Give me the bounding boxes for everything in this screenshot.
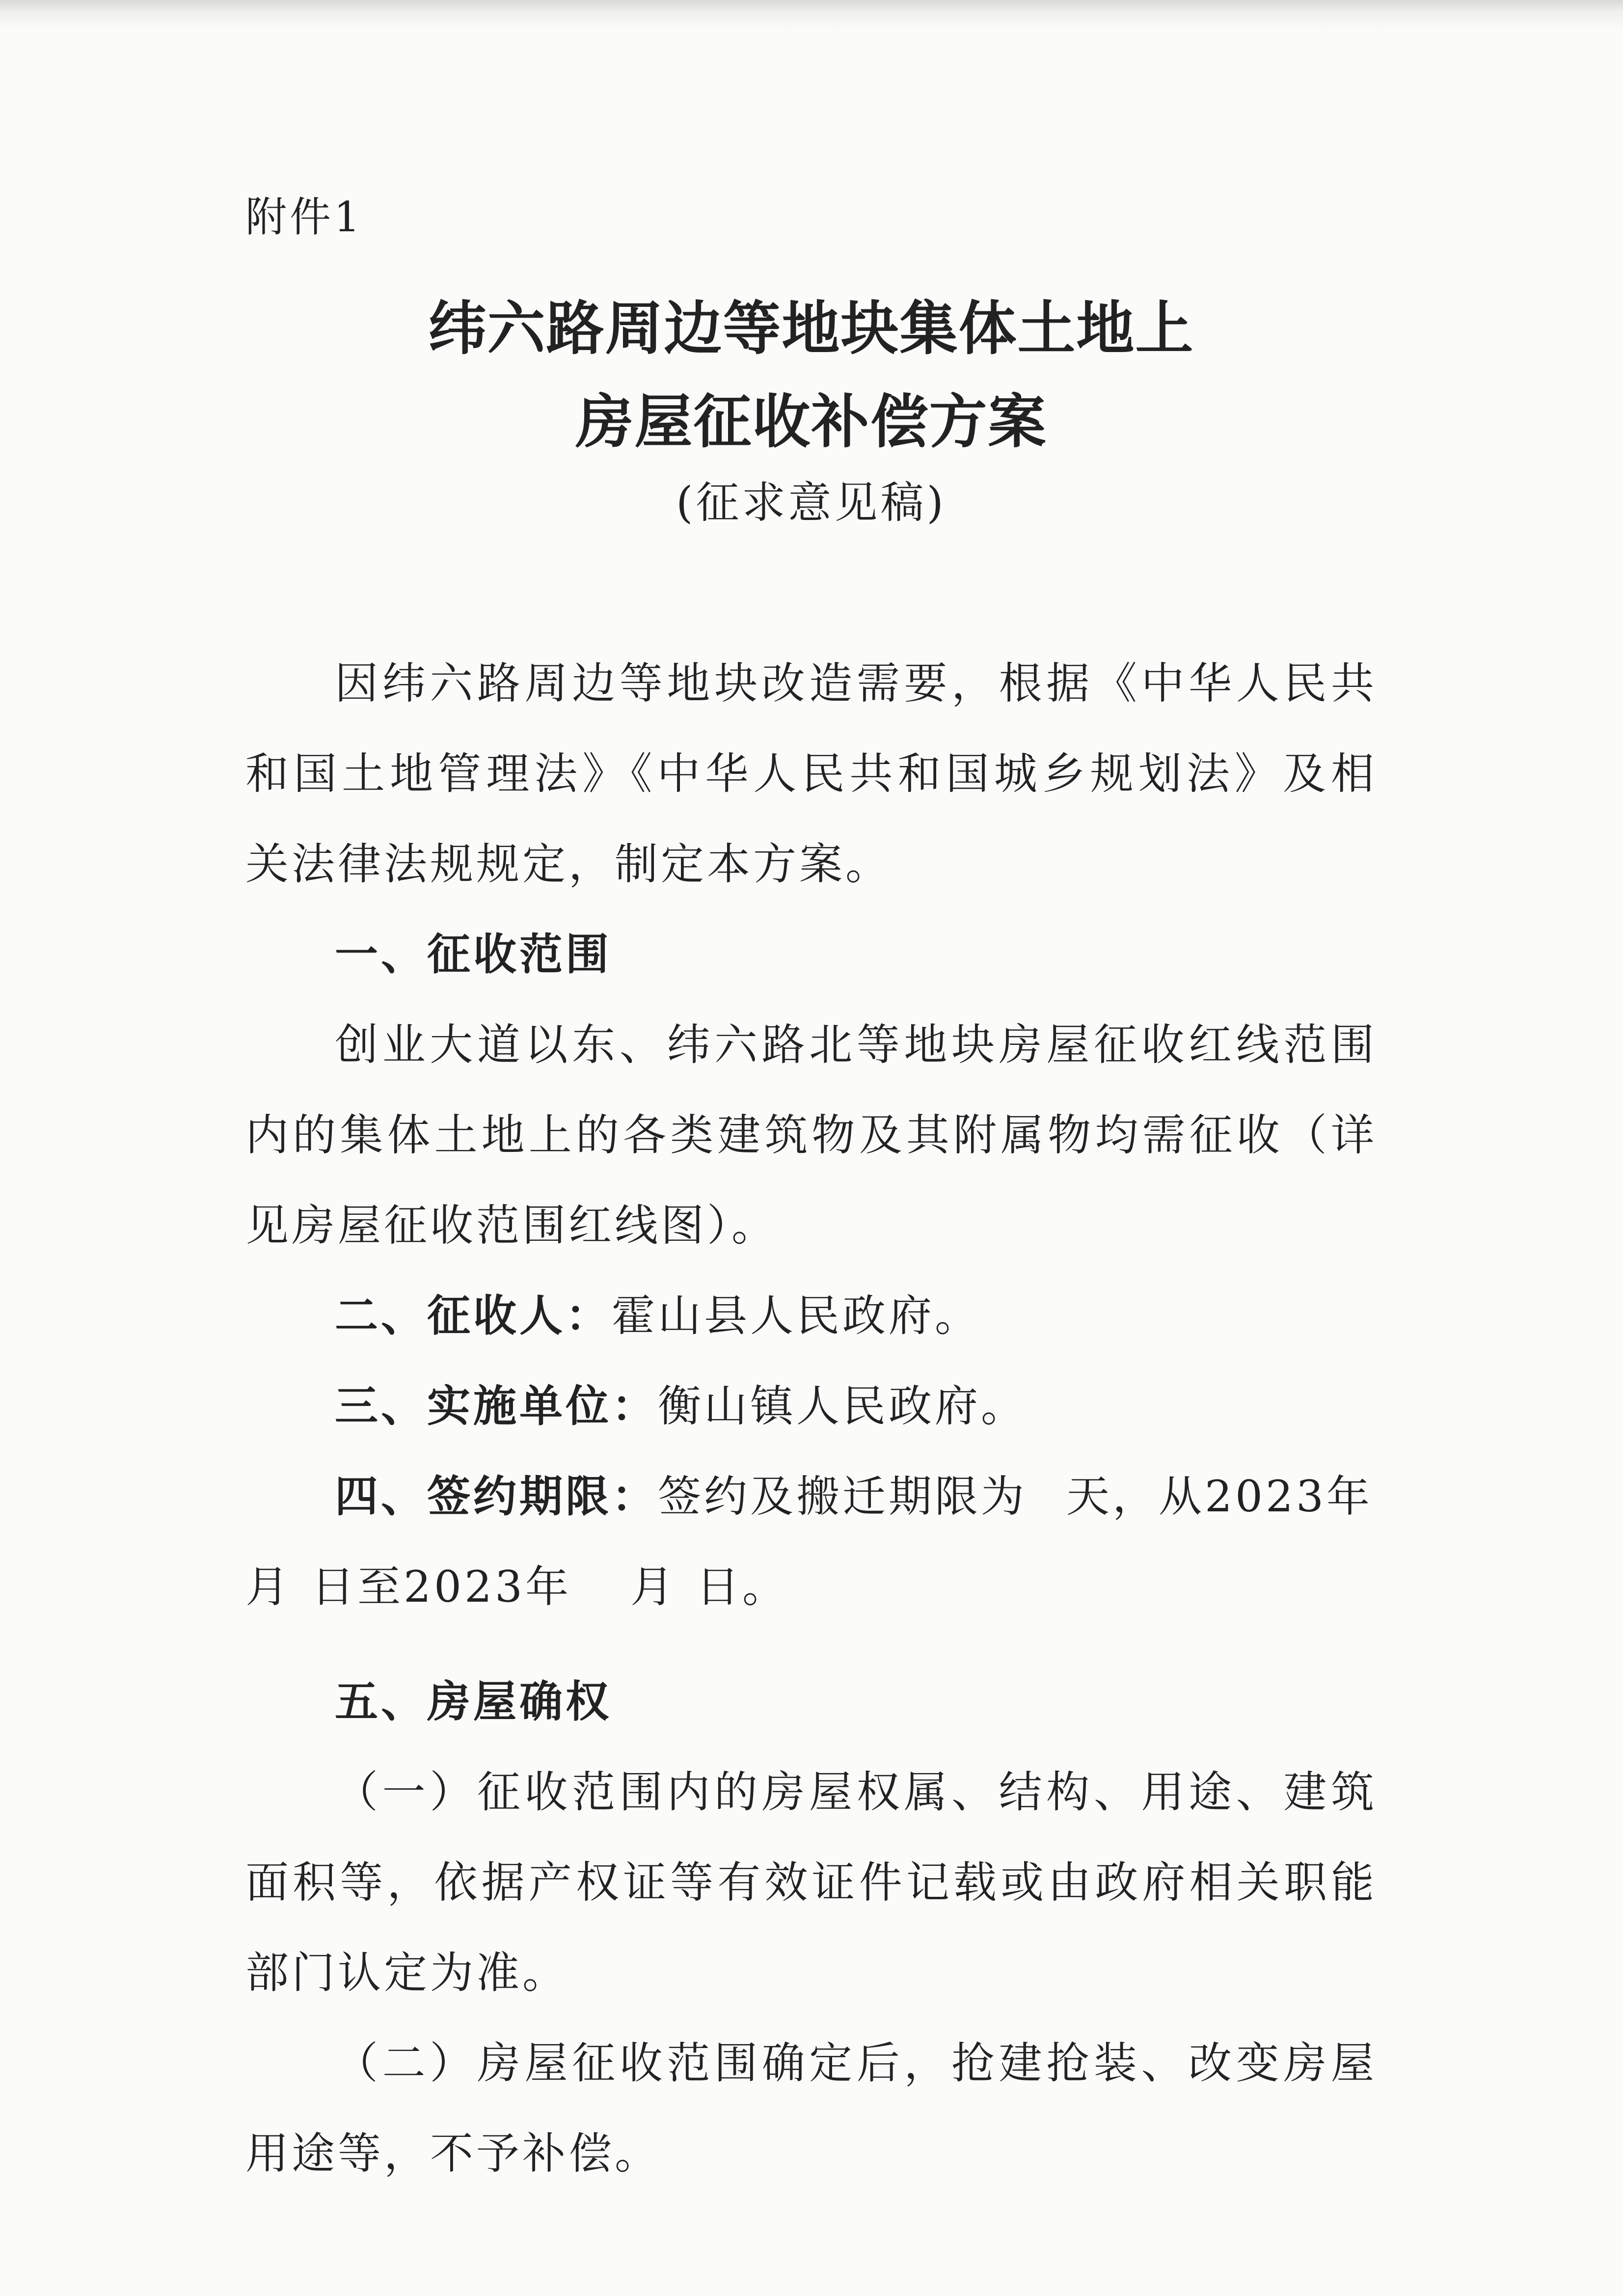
document-title-line1: 纬六路周边等地块集体土地上	[428, 295, 1194, 362]
section3-body: 衡山镇人民政府。	[658, 1381, 1028, 1431]
section1-body: 创业大道以东、纬六路北等地块房屋征收红线范围内的集体土地上的各类建筑物及其附属物均需征收（详见房屋征收范围红线图）。	[245, 1019, 1377, 1251]
section4-body-part1: 签约及搬迁期限为	[658, 1471, 1028, 1522]
section4-heading: 四、签约期限：	[335, 1471, 658, 1522]
intro-paragraph: 因纬六路周边等地块改造需要，根据《中华人民共和国土地管理法》《中华人民共和国城乡规划法》及相关法律法规规定，制定本方案。	[245, 658, 1377, 889]
section4-body-part4: 日至2023年	[311, 1561, 571, 1612]
section4-body-part2: 天，从2023年	[1066, 1471, 1373, 1522]
section2-paragraph	[245, 1271, 1377, 1361]
document-content	[245, 193, 1377, 2199]
section4-body-part6: 日。	[696, 1561, 789, 1612]
section1-heading: 一、征收范围	[335, 929, 612, 980]
section3-paragraph	[245, 1361, 1377, 1451]
section5-item2: （二）房屋征收范围确定后，抢建抢装、改变房屋用途等，不予补偿。	[245, 2038, 1377, 2179]
section2-body: 霍山县人民政府。	[612, 1290, 981, 1341]
section5-heading: 五、房屋确权	[335, 1676, 612, 1727]
section2-heading: 二、征收人：	[335, 1290, 612, 1341]
section4-body-part5: 月	[630, 1561, 676, 1612]
section4-paragraph	[245, 1451, 1377, 1632]
document-subtitle: (征求意见稿)	[676, 477, 947, 528]
scan-edge-shadow	[0, 0, 1623, 29]
document-title-line2: 房屋征收补偿方案	[575, 388, 1047, 456]
section4-body-part3: 月	[245, 1561, 292, 1612]
attachment-label: 附件1	[245, 193, 363, 241]
section3-heading: 三、实施单位：	[335, 1381, 658, 1431]
section5-item1: （一）征收范围内的房屋权属、结构、用途、建筑面积等，依据产权证等有效证件记载或由政府相关职能部门认定为准。	[245, 1767, 1377, 1998]
